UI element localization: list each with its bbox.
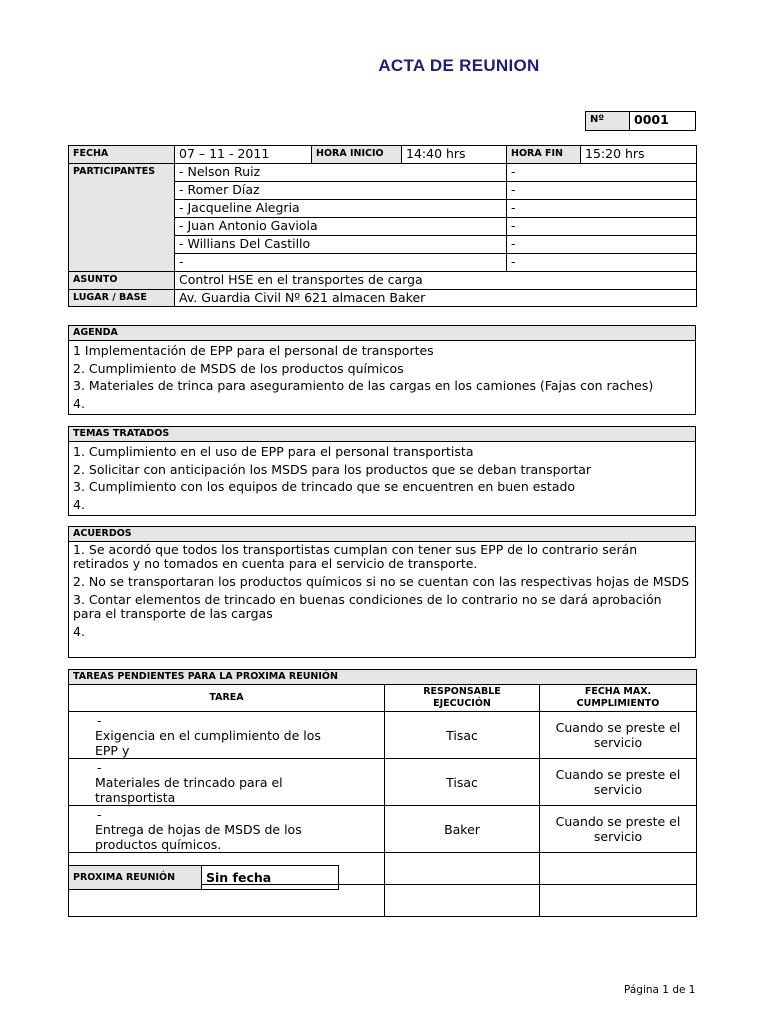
participant-name: - Nelson Ruiz [175,164,507,182]
acuerdos-table [68,526,696,658]
participant-name: - Jacqueline Alegria [175,200,507,218]
task-responsable: Tisac [385,712,540,759]
tema-item: 2. Solicitar con anticipación los MSDS para los productos que se deban transportar [73,461,592,477]
temas-header: TEMAS TRATADOS [69,427,696,442]
agenda-header: AGENDA [69,326,696,341]
task-responsable: Tisac [385,759,540,806]
task-text: Materiales de trincado para el transportista [95,775,283,805]
task-bullet: - [97,760,102,775]
task-fecha: Cuando se preste el servicio [540,759,697,806]
agenda-item: 3. Materiales de trinca para aseguramiento de las cargas en los camiones (Fajas con raches) [73,378,654,393]
task-fecha [540,885,697,917]
participant-name: - Willians Del Castillo [175,236,507,254]
task-fecha: Cuando se preste el servicio [540,806,697,853]
participant-name: - Juan Antonio Gaviola [175,218,507,236]
tareas-header: TAREAS PENDIENTES PARA LA PROXIMA REUNIÓN [69,670,697,685]
tema-item: 3. Cumplimiento con los equipos de trincado que se encuentren en buen estado [73,479,576,494]
hora-fin-label: HORA FIN [507,146,581,164]
participant-extra: - [507,200,697,218]
hora-fin-value: 15:20 hrs [581,146,697,164]
task-bullet: - [97,713,102,728]
task-responsable: Baker [385,806,540,853]
fecha-value: 07 – 11 - 2011 [175,146,312,164]
number-label: Nº [586,112,630,131]
hora-inicio-value: 14:40 hrs [402,146,507,164]
participant-name: - [175,254,507,272]
task-responsable [385,853,540,885]
acuerdo-item: 2. No se transportaran los productos químicos si no se cuentan con las respectivas hojas de MSDS [73,574,690,589]
participant-extra: - [507,218,697,236]
hora-inicio-label: HORA INICIO [312,146,402,164]
task-text: Exigencia en el cumplimiento de los EPP y [95,728,321,758]
proxima-value: Sin fecha [202,866,339,890]
number-table [585,111,696,131]
number-value: 0001 [630,112,696,131]
tema-item: 4. [73,496,85,512]
agenda-item: 4. [73,395,85,411]
table-row [69,806,697,853]
col-fecha-header: FECHA MAX. CUMPLIMIENTO [540,685,697,712]
col-responsable-header: RESPONSABLE EJECUCIÓN [385,685,540,712]
participantes-label: PARTICIPANTES [69,164,175,272]
task-fecha: Cuando se preste el servicio [540,712,697,759]
lugar-value: Av. Guardia Civil Nº 621 almacen Baker [175,290,697,307]
acuerdos-header: ACUERDOS [69,527,696,542]
info-table [68,145,697,307]
col-tarea-header: TAREA [69,685,385,712]
participant-extra: - [507,182,697,200]
proxima-label: PROXIMA REUNIÓN [69,866,202,890]
task-text: Entrega de hojas de MSDS de los productos químicos. [95,822,302,852]
participant-extra: - [507,254,697,272]
acuerdo-item: 3. Contar elementos de trincado en buenas condiciones de lo contrario no se dará aprobación para el transporte de las cargas [73,592,662,621]
proxima-table [68,865,339,890]
participant-name: - Romer Díaz [175,182,507,200]
task-bullet: - [97,807,102,822]
document-title: ACTA DE REUNION [378,56,540,75]
tema-item: 1. Cumplimiento en el uso de EPP para el personal transportista [73,444,474,459]
page-footer: Página 1 de 1 [624,984,696,996]
lugar-label: LUGAR / BASE [69,290,175,307]
fecha-label: FECHA [69,146,175,164]
asunto-value: Control HSE en el transportes de carga [175,272,697,290]
task-responsable [385,885,540,917]
acuerdo-item: 4. [73,624,85,639]
participant-extra: - [507,236,697,254]
agenda-item: 1 Implementación de EPP para el personal de transportes [73,343,434,358]
table-row [69,712,697,759]
task-fecha [540,853,697,885]
temas-table [68,426,696,516]
participant-extra: - [507,164,697,182]
agenda-item: 2. Cumplimiento de MSDS de los productos químicos [73,360,404,376]
table-row [69,759,697,806]
agenda-table [68,325,696,415]
asunto-label: ASUNTO [69,272,175,290]
acuerdo-item: 1. Se acordó que todos los transportistas cumplan con tener sus EPP de lo contrario serán retirados y no tomados en cuenta para el servicio de transporte. [73,542,638,571]
